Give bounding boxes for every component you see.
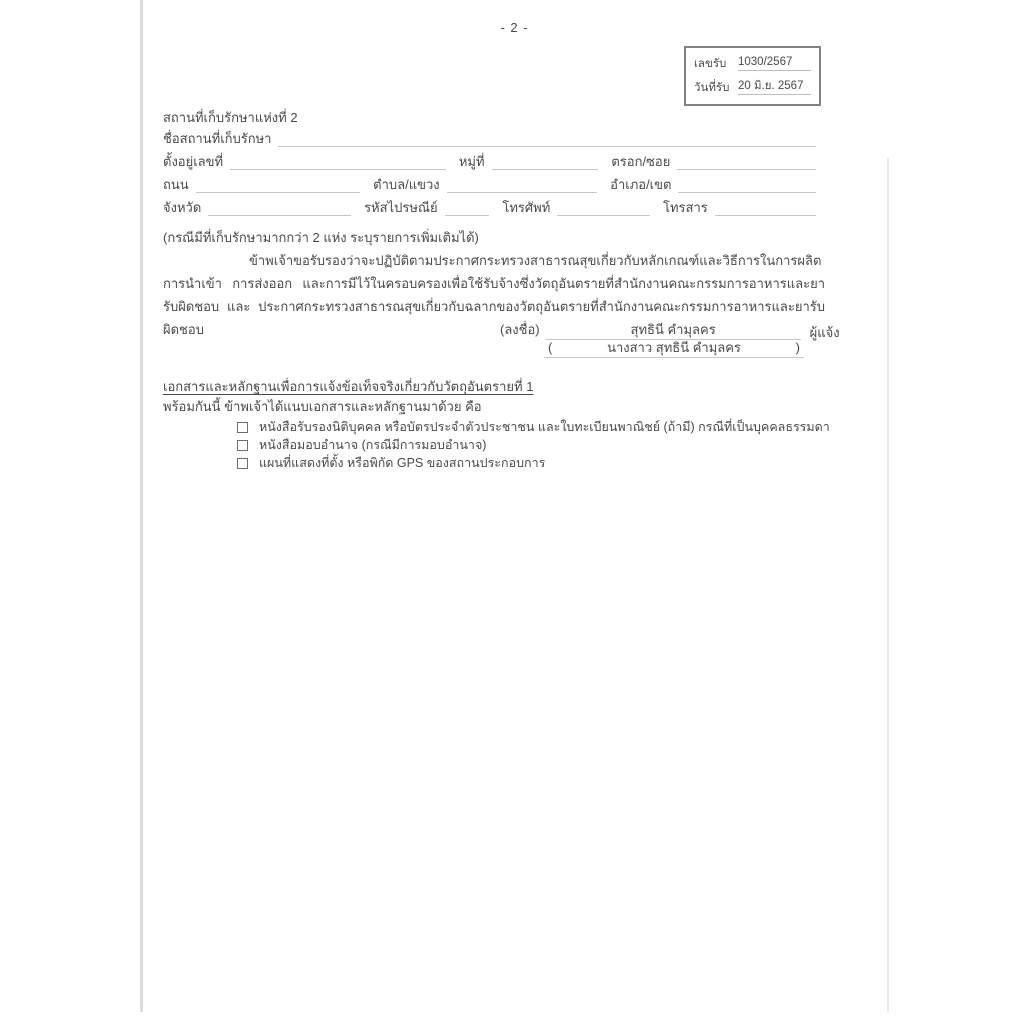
documents-section-heading: เอกสารและหลักฐานเพื่อการแจ้งข้อเท็จจริงเกี่ยวกับวัตถุอันตรายที่ 1 [163, 379, 534, 394]
page-right-edge-line [887, 158, 889, 1012]
moo-field[interactable] [492, 155, 599, 170]
storage-section-title: สถานที่เก็บรักษาแห่งที่ 2 [163, 110, 298, 125]
receipt-number-row [694, 55, 811, 71]
checklist-item-label: แผนที่แสดงที่ตั้ง หรือพิกัด GPS ของสถานประกอบการ [259, 456, 546, 470]
phone-label: โทรศัพท์ [502, 200, 551, 215]
storage-name-label: ชื่อสถานที่เก็บรักษา [163, 131, 272, 146]
moo-label: หมู่ที่ [458, 154, 485, 169]
signature-printed-name-row [544, 340, 804, 358]
checkbox-location-map[interactable] [237, 458, 248, 469]
receipt-stamp-box [684, 46, 821, 106]
address-row-1 [163, 153, 816, 170]
soi-field[interactable] [677, 155, 816, 170]
receipt-date-label: วันที่รับ [694, 82, 730, 94]
checklist-item [237, 436, 830, 454]
receipt-date-row [694, 79, 811, 95]
checklist-item [237, 418, 830, 436]
signature-printed-name: นางสาว สุทธินี คำมุลคร [607, 340, 741, 355]
postcode-field[interactable] [445, 201, 490, 216]
storage-name-row [163, 130, 816, 147]
fax-label: โทรสาร [662, 200, 708, 215]
fax-field[interactable] [715, 201, 816, 216]
receipt-number-label: เลขรับ [694, 58, 727, 70]
address-no-label: ตั้งอยู่เลขที่ [163, 154, 224, 169]
checklist-item [237, 454, 830, 472]
checklist-item-label: หนังสือมอบอำนาจ (กรณีมีการมอบอำนาจ) [259, 438, 487, 452]
soi-label: ตรอก/ซอย [611, 154, 671, 169]
road-field[interactable] [196, 178, 360, 193]
sign-here-label: (ลงชื่อ) [500, 322, 540, 337]
open-paren: ( [548, 340, 553, 355]
declaration-paragraph: ข้าพเจ้าขอรับรองว่าจะปฏิบัติตามประกาศกระทรวงสาธารณสุขเกี่ยวกับหลักเกณฑ์และวิธีการในการผลิต การนำเข้า การส่งออก และการมีไว้ในครอบครองเพื่อใช้รับจ้างซึ่งวัตถุอันตรายที่สำนักงานคณะกรรมการอาหารและยารับผิดชอบ และ ประกาศกระทรวงสาธารณสุขเกี่ยวกับฉลากของวัตถุอันตรายที่สำนักงานคณะกรรมการอาหารและยารับผิดชอบ [163, 253, 825, 337]
road-label: ถนน [163, 177, 189, 192]
district-field[interactable] [678, 178, 816, 193]
declarant-role-label: ผู้แจ้ง [809, 325, 840, 340]
address-row-2 [163, 176, 816, 193]
close-paren: ) [795, 340, 800, 355]
checklist-item-label: หนังสือรับรองนิติบุคคล หรือบัตรประจำตัวประชาชน และใบทะเบียนพาณิชย์ (ถ้ามี) กรณีที่เป็นบุคคลธรรมดา [259, 420, 830, 434]
subdistrict-label: ตำบล/แขวง [373, 177, 440, 192]
signature-value[interactable]: สุทธินี คำมุลคร [546, 322, 801, 340]
signature-row [500, 319, 840, 340]
page-left-edge-line [140, 0, 143, 1012]
postcode-label: รหัสไปรษณีย์ [364, 200, 438, 215]
page-number: - 2 - [500, 20, 529, 35]
checkbox-juristic-certificate[interactable] [237, 422, 248, 433]
address-no-field[interactable] [230, 155, 446, 170]
phone-field[interactable] [557, 201, 650, 216]
storage-note: (กรณีมีที่เก็บรักษามากกว่า 2 แห่ง ระบุรายการเพิ่มเติมได้) [163, 230, 479, 245]
province-field[interactable] [208, 201, 351, 216]
storage-name-field[interactable] [278, 132, 816, 147]
province-label: จังหวัด [163, 200, 202, 215]
address-row-3 [163, 199, 816, 216]
subdistrict-field[interactable] [447, 178, 598, 193]
documents-section-intro: พร้อมกันนี้ ข้าพเจ้าได้แนบเอกสารและหลักฐานมาด้วย คือ [163, 399, 482, 414]
checkbox-power-of-attorney[interactable] [237, 440, 248, 451]
receipt-number-value: 1030/2567 [738, 55, 811, 71]
receipt-date-value: 20 มิ.ย. 2567 [738, 79, 811, 95]
documents-checklist [237, 418, 830, 472]
district-label: อำเภอ/เขต [610, 177, 672, 192]
